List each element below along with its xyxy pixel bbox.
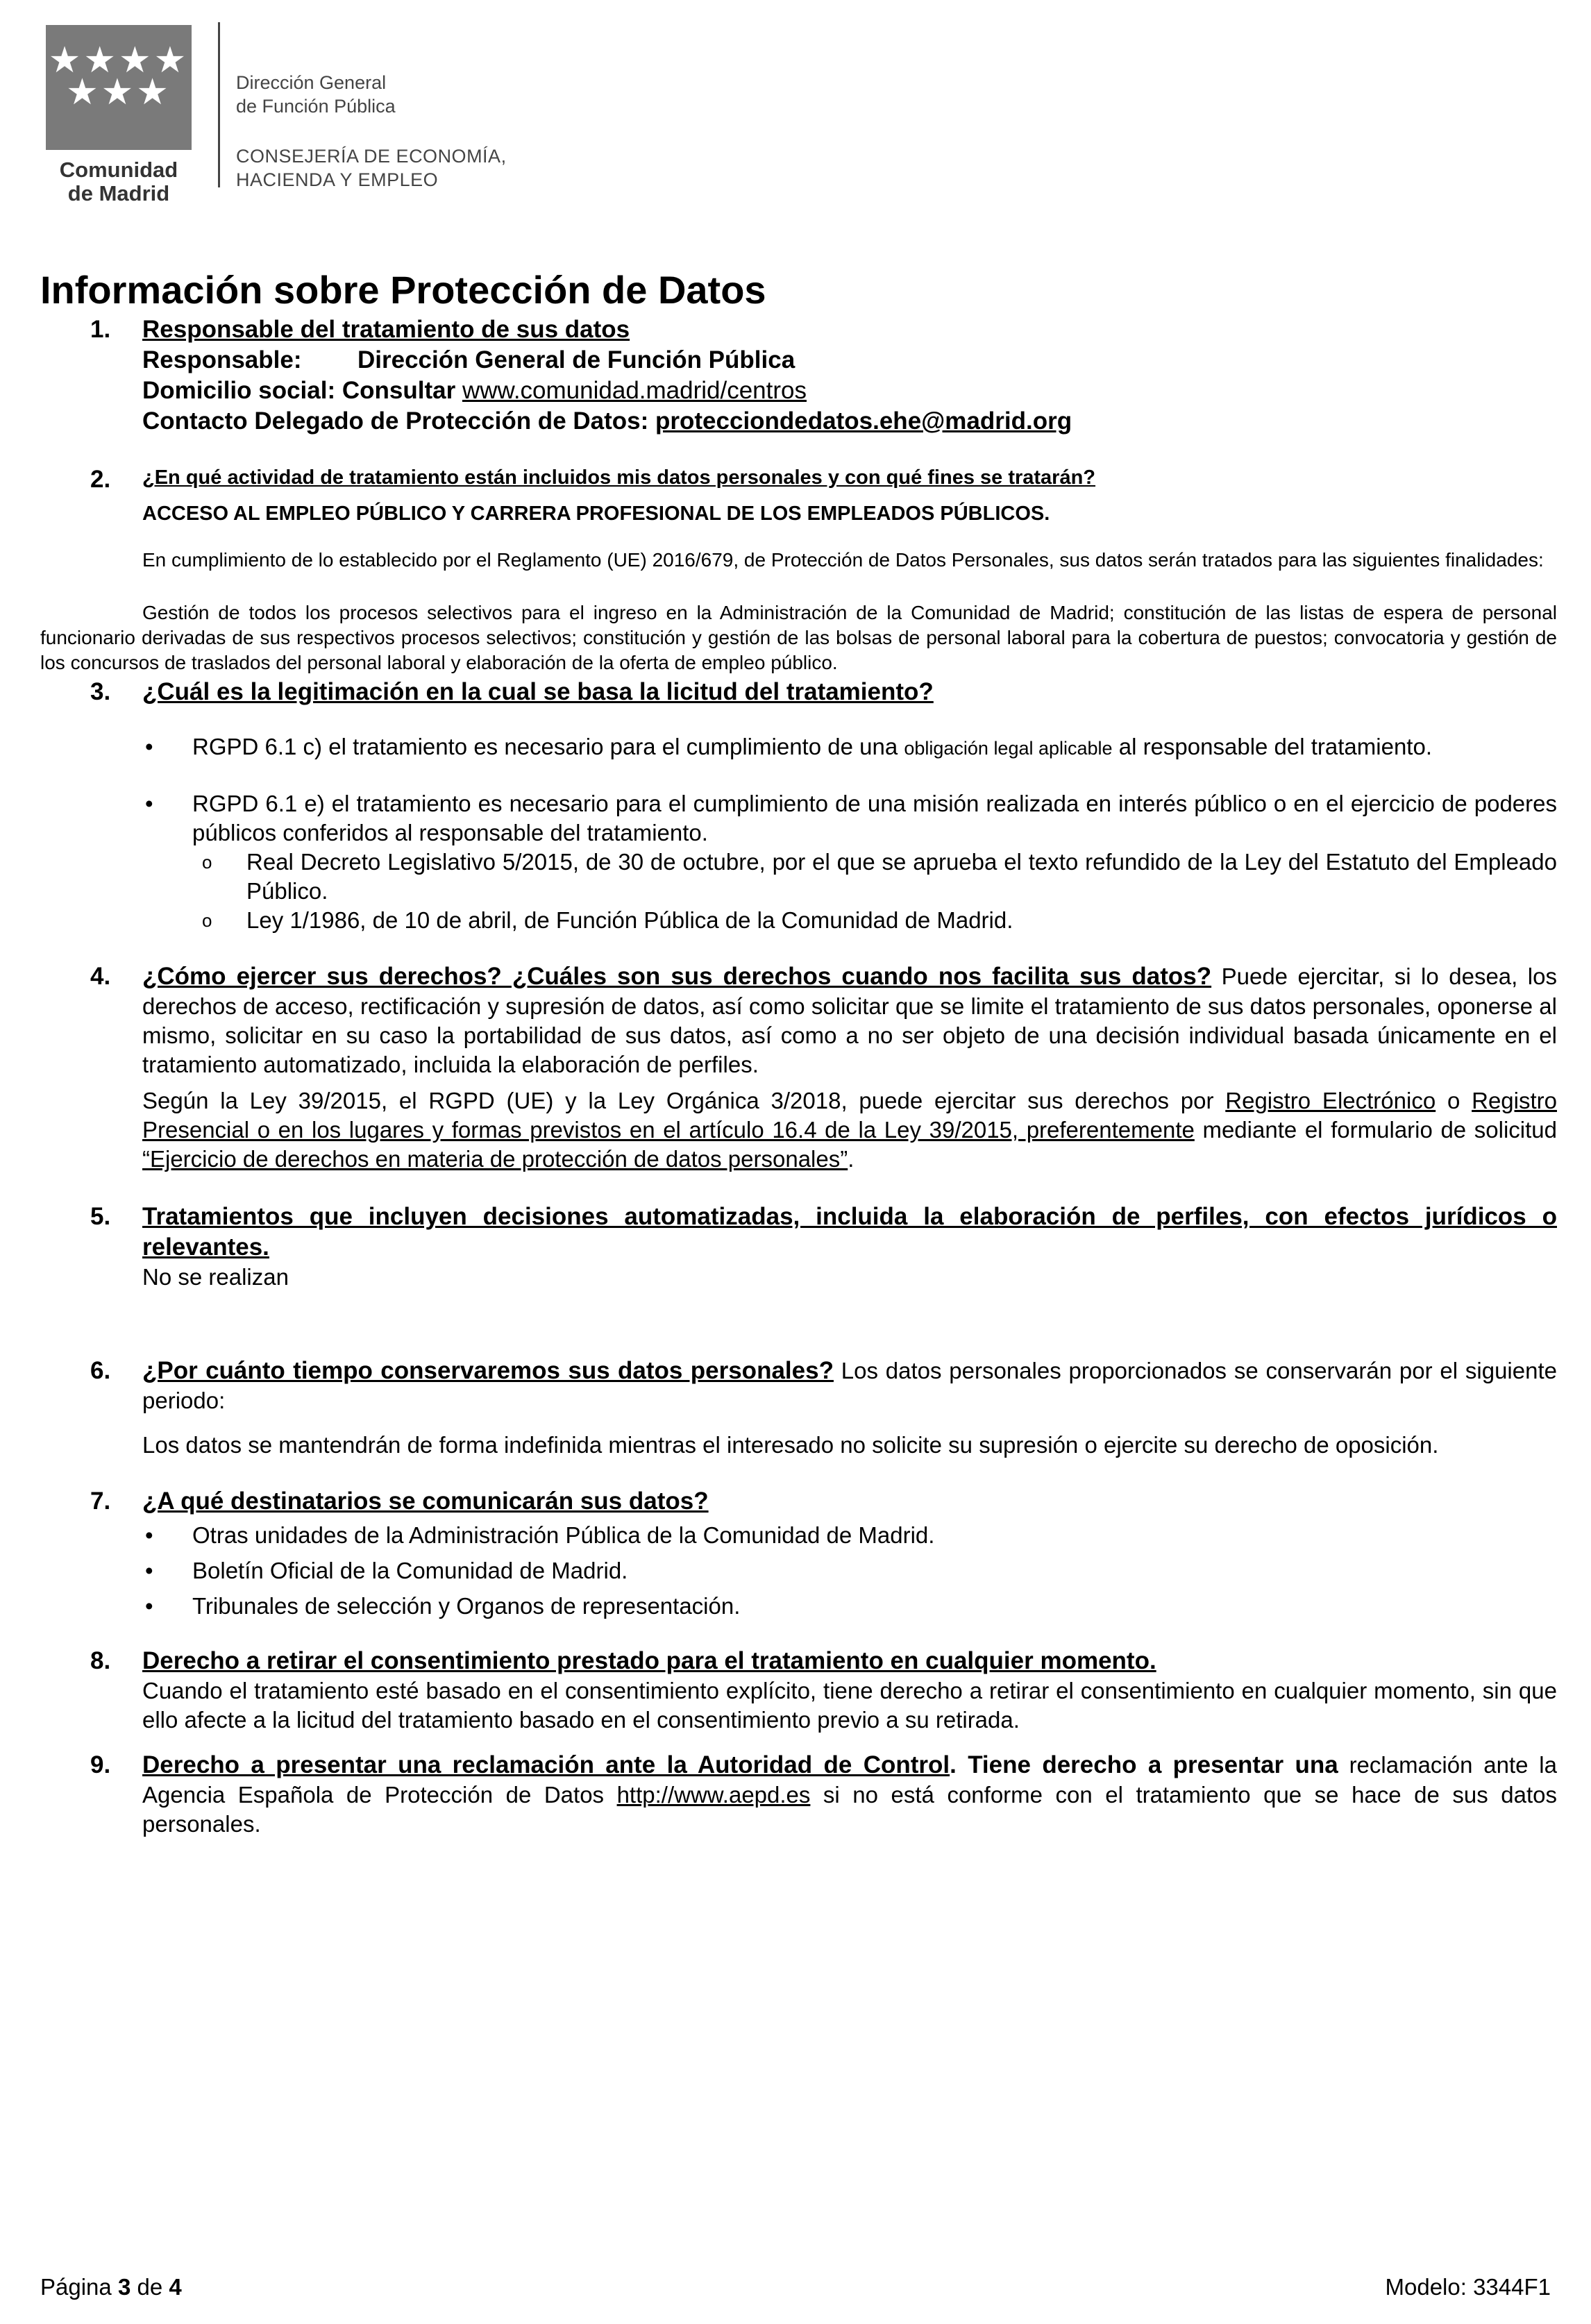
list-item	[142, 1521, 1557, 1550]
bullet-icon: •	[145, 1522, 153, 1548]
list-item	[142, 789, 1557, 848]
bullet-text: RGPD 6.1 e) el tratamiento es necesario para el cumplimiento de una misión realizada en interés público o en el ejercicio de poderes públicos conferidos al responsable del tratamiento.	[192, 791, 1557, 845]
contacto-label: Contacto Delegado de Protección de Datos:	[142, 407, 649, 435]
section-number: 2.	[90, 466, 111, 493]
circle-bullet-icon: o	[202, 852, 212, 873]
document-body	[40, 267, 1557, 1839]
derechos-form-link[interactable]: “Ejercicio de derechos en materia de protección de datos personales”	[142, 1146, 848, 1172]
circle-bullet-icon: o	[202, 910, 212, 931]
header-divider	[218, 22, 220, 187]
list-item	[142, 732, 1557, 763]
bullet-text-end: al responsable del tratamiento.	[1112, 734, 1432, 759]
complaint-text: reclamación ante la Agencia Española de Protección de Datos	[142, 1752, 1557, 1808]
section-heading: Tratamientos que incluyen decisiones automatizadas, incluida la elaboración de perfiles, con efectos jurídicos o relevantes.	[142, 1203, 1557, 1261]
registro-presencial-link[interactable]: Registro Presencial o en los lugares y formas previstos en el artículo 16.4 de la Ley 39/2015, preferentemente	[142, 1088, 1557, 1143]
section-text: Cuando el tratamiento esté basado en el consentimiento explícito, tiene derecho a retirar el consentimiento en cualquier momento, sin que ello afecte a la licitud del tratamiento basado en el consentimiento previo a su retirada.	[142, 1678, 1557, 1733]
purposes-text	[40, 600, 1557, 675]
intro-text: En cumplimiento de lo establecido por el Reglamento (UE) 2016/679, de Protección de Datos Personales, sus datos serán tratados para las siguientes finalidades:	[142, 549, 1544, 571]
activity-name: ACCESO AL EMPLEO PÚBLICO Y CARRERA PROFESIONAL DE LOS EMPLEADOS PÚBLICOS.	[142, 503, 1050, 525]
section-9	[40, 1750, 1557, 1839]
responsable-value: Dirección General de Función Pública	[357, 346, 796, 373]
list-item	[142, 1592, 1557, 1621]
purposes-content: Gestión de todos los procesos selectivos para el ingreso en la Administración de la Comunidad de Madrid; constitución de las listas de espera de personal funcionario derivadas de sus respectivos procesos selectivos; constitución y gestión de las bolsas de personal laboral para la cobertura de puestos; convocatoria y gestión de los concursos de traslados del personal laboral y elaboración de la oferta de empleo público.	[40, 602, 1557, 673]
section-4	[40, 961, 1557, 1174]
retention-paragraph	[142, 1356, 1557, 1415]
bullet-text: RGPD 6.1 c) el tratamiento es necesario para el cumplimiento de una	[192, 734, 904, 759]
section-text: No se realizan	[142, 1264, 289, 1290]
page-total: 4	[169, 2274, 182, 2300]
cons-line1: CONSEJERÍA DE ECONOMÍA,	[236, 146, 507, 167]
legitimacy-list	[142, 732, 1557, 848]
section-3	[40, 677, 1557, 935]
section-number: 5.	[90, 1203, 111, 1230]
section-8	[40, 1646, 1557, 1735]
retention-period: Los datos se mantendrán de forma indefinida mientras el interesado no solicite su supresión o ejercite su derecho de oposición.	[142, 1432, 1439, 1458]
exercise-paragraph	[142, 1086, 1557, 1174]
section-number: 7.	[90, 1488, 111, 1515]
section-6	[40, 1356, 1557, 1460]
logo-text	[40, 158, 197, 205]
exercise-text-end: .	[848, 1146, 855, 1172]
page-current: 3	[117, 2274, 131, 2300]
retention-text: Los datos personales proporcionados se conservarán por el siguiente periodo:	[142, 1358, 1557, 1413]
cons-line2: HACIENDA Y EMPLEO	[236, 169, 439, 190]
section-number: 9.	[90, 1751, 111, 1778]
recipients-list	[142, 1521, 1557, 1621]
dg-line1: Dirección General	[236, 72, 387, 93]
bullet-text-small: obligación legal aplicable	[904, 738, 1113, 759]
section-heading: ¿Por cuánto tiempo conservaremos sus datos personales?	[142, 1357, 834, 1384]
list-item	[142, 906, 1557, 935]
section-number: 6.	[90, 1357, 111, 1384]
section-7	[40, 1486, 1557, 1621]
section-heading: Derecho a presentar una reclamación ante la Autoridad de Control	[142, 1751, 950, 1778]
list-item	[142, 848, 1557, 906]
section-1	[40, 314, 1557, 437]
responsable-label: Responsable:	[142, 346, 302, 373]
sub-item-text: Real Decreto Legislativo 5/2015, de 30 de octubre, por el que se aprueba el texto refundido de la Ley del Estatuto del Empleado Público.	[246, 849, 1557, 904]
sub-item-text: Ley 1/1986, de 10 de abril, de Función Pública de la Comunidad de Madrid.	[246, 907, 1013, 933]
section-number: 1.	[90, 316, 111, 343]
exercise-text-form: mediante el formulario de solicitud	[1194, 1117, 1558, 1143]
responsable-line	[142, 345, 1557, 376]
model-number: Modelo: 3344F1	[1385, 2274, 1551, 2300]
domicilio-line	[142, 376, 1557, 406]
exercise-text: Según la Ley 39/2015, el RGPD (UE) y la Ley Orgánica 3/2018, puede ejercitar sus derechos por	[142, 1088, 1226, 1113]
section-2	[40, 464, 1557, 573]
bullet-icon: •	[145, 1593, 153, 1619]
section-number: 8.	[90, 1647, 111, 1674]
section-5	[40, 1202, 1557, 1292]
section-heading: ¿Cómo ejercer sus derechos? ¿Cuáles son sus derechos cuando nos facilita sus datos?	[142, 963, 1212, 990]
section-heading: Responsable del tratamiento de sus datos	[142, 316, 630, 343]
direccion-general	[236, 71, 396, 118]
section-heading: ¿Cuál es la legitimación en la cual se basa la licitud del tratamiento?	[142, 678, 934, 705]
centros-link[interactable]: www.comunidad.madrid/centros	[462, 377, 807, 404]
page-number	[40, 2273, 182, 2301]
aepd-link[interactable]: http://www.aepd.es	[616, 1782, 811, 1808]
section-heading: ¿En qué actividad de tratamiento están incluidos mis datos personales y con qué fines se tratarán?	[142, 466, 1096, 489]
list-item	[142, 1556, 1557, 1585]
recipient-text: Otras unidades de la Administración Pública de la Comunidad de Madrid.	[192, 1522, 935, 1548]
dpo-email-link[interactable]: protecciondedatos.ehe@madrid.org	[655, 407, 1072, 435]
recipient-text: Boletín Oficial de la Comunidad de Madrid.	[192, 1558, 628, 1583]
rights-paragraph	[142, 961, 1557, 1079]
section-number: 3.	[90, 678, 111, 705]
bullet-icon: •	[145, 791, 153, 816]
registro-electronico-link[interactable]: Registro Electrónico	[1225, 1088, 1436, 1113]
section-heading: ¿A qué destinatarios se comunicarán sus datos?	[142, 1488, 709, 1515]
document-title: Información sobre Protección de Datos	[40, 268, 766, 312]
page-header	[40, 22, 665, 205]
domicilio-label: Domicilio social: Consultar	[142, 377, 456, 404]
page-mid: de	[131, 2274, 169, 2300]
complaint-bold-text: . Tiene derecho a presentar una	[950, 1751, 1338, 1778]
complaint-paragraph	[142, 1750, 1557, 1839]
comunidad-madrid-logo	[46, 25, 192, 150]
logo-name-line1: Comunidad	[59, 158, 178, 182]
bullet-icon: •	[145, 734, 153, 759]
consejeria	[236, 144, 507, 192]
exercise-text-or: o	[1436, 1088, 1472, 1113]
bullet-icon: •	[145, 1558, 153, 1583]
page-prefix: Página	[40, 2274, 118, 2300]
rights-text: Puede ejercitar, si lo desea, los derechos de acceso, rectificación y supresión de datos, así como solicitar que se limite el tratamiento de sus datos personales, oponerse al mismo, solicitar en su caso la portabilidad de sus datos, así como a no ser objeto de una decisión individual basada únicamente en el tratamiento automatizado, incluida la elaboración de perfiles.	[142, 963, 1557, 1077]
recipient-text: Tribunales de selección y Organos de representación.	[192, 1593, 741, 1619]
complaint-text-end: si no está conforme con el tratamiento que se hace de sus datos personales.	[142, 1782, 1558, 1837]
section-heading: Derecho a retirar el consentimiento prestado para el tratamiento en cualquier momento.	[142, 1647, 1156, 1674]
legal-basis-sublist	[142, 848, 1557, 935]
logo-name-line2: de Madrid	[67, 181, 170, 205]
stars-icon: ★★★★ ★★★	[48, 40, 190, 113]
dg-line2: de Función Pública	[236, 96, 396, 117]
section-number: 4.	[90, 963, 111, 990]
contacto-line	[142, 406, 1557, 437]
